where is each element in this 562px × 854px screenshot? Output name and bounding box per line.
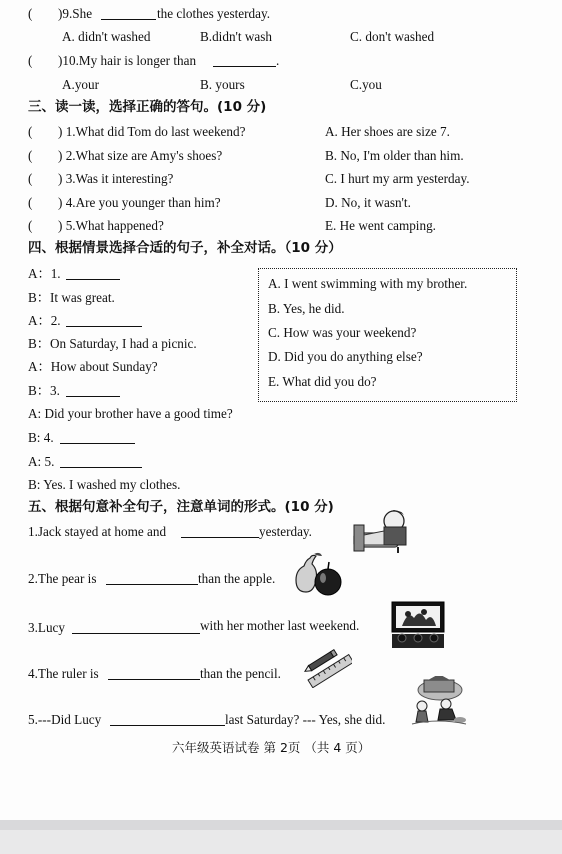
s5-item-1-after: yesterday. — [259, 524, 312, 539]
dialog-line-1: A：1. — [28, 266, 61, 281]
viewer-divider — [0, 820, 562, 830]
dialog-blank-2[interactable] — [66, 314, 142, 327]
ruler-pencil-picture — [302, 646, 352, 688]
s3-q4-paren: ( — [28, 195, 33, 210]
dialog-line-6: B：3. — [28, 383, 60, 398]
s5-blank-1[interactable] — [181, 525, 259, 538]
dialog-blank-5[interactable] — [60, 455, 142, 468]
s3-answer-b: B. No, I'm older than him. — [325, 148, 464, 163]
park-scene-picture — [410, 676, 468, 728]
dialog-line-8: B: 4. — [28, 430, 54, 445]
s3-q1-text: ) 1.What did Tom do last weekend? — [58, 124, 246, 139]
q9-option-b: B.didn't wash — [200, 29, 272, 44]
s5-item-2-before: 2.The pear is — [28, 571, 97, 586]
dialog-line-3: A：2. — [28, 313, 61, 328]
s3-q4-text: ) 4.Are you younger than him? — [58, 195, 221, 210]
sleeping-boy-picture — [350, 505, 412, 555]
s3-q2-text: ) 2.What size are Amy's shoes? — [58, 148, 223, 163]
page-footer: 六年级英语试卷 第 2页 （共 4 页） — [172, 740, 371, 755]
s5-item-5-before: 5.---Did Lucy — [28, 712, 102, 727]
q10-option-a: A.your — [62, 77, 99, 92]
q9-blank[interactable] — [101, 7, 156, 20]
s5-blank-5[interactable] — [110, 713, 225, 726]
s5-item-5-after: last Saturday? --- Yes, she did. — [225, 712, 386, 727]
q9-option-c: C. don't washed — [350, 29, 435, 44]
dialog-blank-4[interactable] — [60, 431, 135, 444]
section5-heading: 五、根据句意补全句子，注意单词的形式。(10 分) — [28, 499, 334, 515]
q10-paren: ( — [28, 53, 33, 68]
pear-apple-picture — [294, 552, 344, 596]
q10-label: )10.My hair is longer than — [58, 53, 197, 68]
dialog-blank-3[interactable] — [66, 384, 120, 397]
s5-item-3-after: with her mother last weekend. — [200, 618, 360, 633]
s5-blank-3[interactable] — [72, 621, 200, 634]
s5-blank-4[interactable] — [108, 667, 200, 680]
dialog-line-4: B：On Saturday, I had a picnic. — [28, 336, 197, 351]
dialog-line-10: B: Yes. I washed my clothes. — [28, 477, 181, 492]
q9-after: the clothes yesterday. — [157, 6, 271, 21]
s3-q5-paren: ( — [28, 218, 33, 233]
section4-heading: 四、根据情景选择合适的句子，补全对话。（10 分） — [28, 240, 342, 256]
viewer-bottom-bar — [0, 820, 562, 854]
s3-q1-paren: ( — [28, 124, 33, 139]
q10-option-b: B. yours — [200, 77, 245, 92]
q9-option-a: A. didn't washed — [62, 29, 151, 44]
s3-q5-text: ) 5.What happened? — [58, 218, 164, 233]
s5-item-4-before: 4.The ruler is — [28, 666, 99, 681]
s3-answer-e: E. He went camping. — [325, 218, 436, 233]
q10-option-c: C.you — [350, 77, 382, 92]
s3-q2-paren: ( — [28, 148, 33, 163]
option-b: B. Yes, he did. — [268, 301, 345, 316]
option-e: E. What did you do? — [268, 374, 377, 389]
q9-label: )9.She — [58, 6, 93, 21]
dialog-line-5: A：How about Sunday? — [28, 359, 158, 374]
option-d: D. Did you do anything else? — [268, 349, 423, 364]
dialog-line-2: B：It was great. — [28, 290, 115, 305]
q10-after: . — [276, 53, 280, 68]
q10-blank[interactable] — [213, 54, 276, 67]
option-a: A. I went swimming with my brother. — [268, 276, 468, 291]
s3-q3-text: ) 3.Was it interesting? — [58, 171, 174, 186]
s3-answer-d: D. No, it wasn't. — [325, 195, 411, 210]
q9-paren: ( — [28, 6, 33, 21]
dialog-line-7: A: Did your brother have a good time? — [28, 406, 233, 421]
s5-item-2-after: than the apple. — [198, 571, 276, 586]
s3-answer-c: C. I hurt my arm yesterday. — [325, 171, 470, 186]
s5-item-1-before: 1.Jack stayed at home and — [28, 524, 167, 539]
dialog-line-9: A: 5. — [28, 454, 55, 469]
cinema-picture — [390, 600, 446, 650]
s3-q3-paren: ( — [28, 171, 33, 186]
dialog-blank-1[interactable] — [66, 267, 120, 280]
s5-item-3-before: 3.Lucy — [28, 620, 65, 635]
s3-answer-a: A. Her shoes are size 7. — [325, 124, 450, 139]
option-c: C. How was your weekend? — [268, 325, 417, 340]
section3-heading: 三、读一读，选择正确的答句。(10 分) — [28, 99, 267, 115]
s5-item-4-after: than the pencil. — [200, 666, 281, 681]
s5-blank-2[interactable] — [106, 572, 198, 585]
